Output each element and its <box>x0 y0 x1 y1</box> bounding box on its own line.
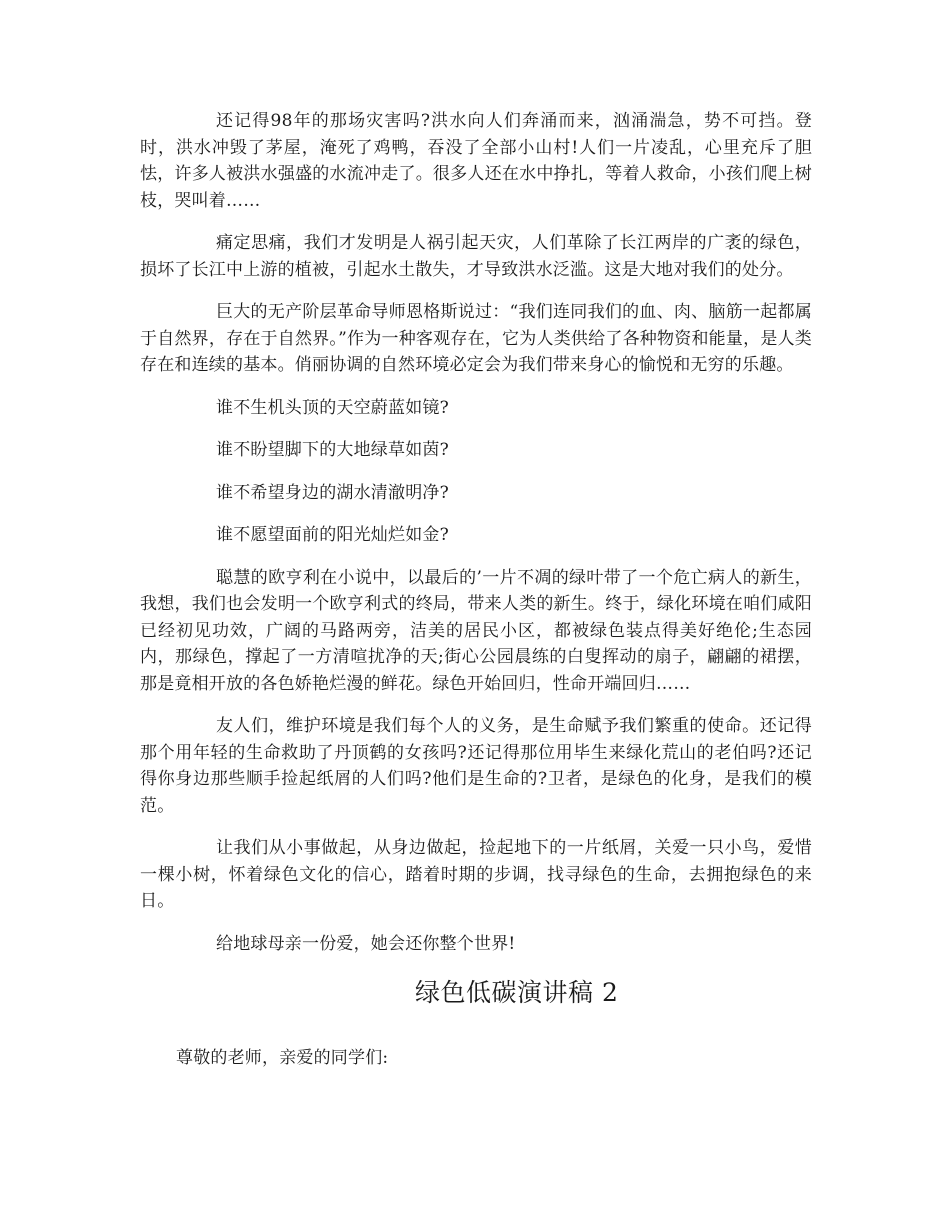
question-sky: 谁不生机头顶的天空蔚蓝如镜? <box>216 397 449 418</box>
question-sunlight: 谁不愿望面前的阳光灿烂如金? <box>216 525 449 545</box>
salutation: 尊敬的老师，亲爱的同学们: <box>176 1048 389 1068</box>
paragraph-flood-memory: 还记得98年的那场灾害吗?洪水向人们奔涌而来，汹涌湍急，势不可挡。登时，洪水冲毁了茅屋，淹死了鸡鸭，吞没了全部小山村!人们一片凌乱，心里充斥了胆怯，许多人被洪水强盛的水流冲走了。很多人还在水中挣扎，等着人救命，小孩们爬上树枝，哭叫着…… <box>140 111 812 211</box>
paragraph-human-cause: 痛定思痛，我们才发明是人祸引起天灾，人们革除了长江两岸的广袤的绿色，损坏了长江中上游的植被，引起水土散失，才导致洪水泛滥。这是大地对我们的处分。 <box>140 233 812 280</box>
question-grass: 谁不盼望脚下的大地绿草如茵? <box>216 440 449 460</box>
paragraph-engels-quote: 巨大的无产阶层革命导师恩格斯说过：“我们连同我们的血、肉、脑筋一起都属于自然界，存在于自然界。”作为一种客观存在，它为人类供给了各种物资和能量，是人类存在和连续的基本。俏丽协调的自然环境必定会为我们带来身心的愉悦和无穷的乐趣。 <box>140 302 812 375</box>
paragraph-start-small: 让我们从小事做起，从身边做起，捡起地下的一片纸屑，关爱一只小鸟，爱惜一棵小树，怀着绿色文化的信心，踏着时期的步调，找寻绿色的生命，去拥抱绿色的来日。 <box>140 838 812 911</box>
document-page <box>140 108 812 1072</box>
paragraph-last-leaf: 聪慧的欧亨利在小说中，以最后的’一片不凋的绿叶带了一个危亡病人的新生，我想，我们也会发明一个欧亨利式的终局，带来人类的新生。终于，绿化环境在咱们咸阳已经初见功效，广阔的马路两旁，洁美的居民小区，都被绿色装点得美好绝伦;生态园内，那绿色，撑起了一方清喧扰净的天;街心公园晨练的白叟挥动的扇子，翩翩的裙摆，那是竟相开放的各色娇艳烂漫的鲜花。绿色开始回归，性命开端回归…… <box>140 567 812 694</box>
section-heading: 绿色低碳演讲稿 2 <box>415 978 619 1007</box>
closing-line: 给地球母亲一份爱，她会还你整个世界! <box>216 933 516 954</box>
paragraph-friends-duty: 友人们，维护环境是我们每个人的义务，是生命赋予我们繁重的使命。还记得那个用年轻的生命救助了丹顶鹤的女孩吗?还记得那位用毕生来绿化荒山的老伯吗?还记得你身边那些顺手捡起纸屑的人们吗?他们是生命的?卫者，是绿色的化身，是我们的模范。 <box>140 716 812 816</box>
question-lake: 谁不希望身边的湖水清澈明净? <box>216 482 449 503</box>
